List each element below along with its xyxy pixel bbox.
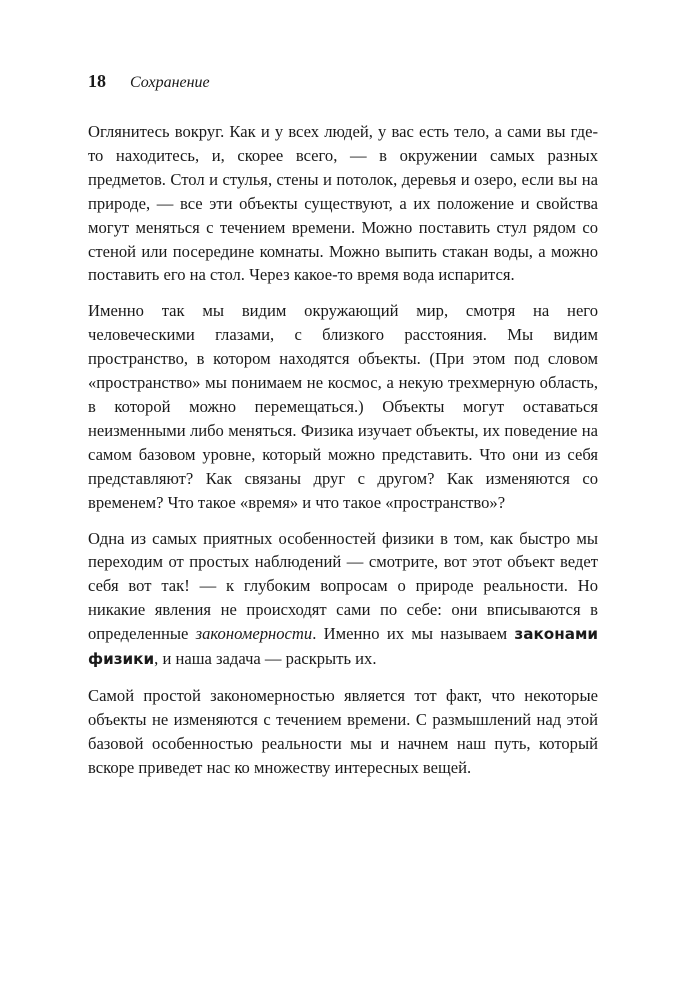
page-header <box>88 71 210 99</box>
paragraph-3-text-b: . Именно их мы называем <box>312 624 515 644</box>
paragraph-1: Оглянитесь вокруг. Как и у всех людей, у вас есть тело, а сами вы где-то находитесь, и, скорее всего, — в окружении самых разных предметов. Стол и стулья, стены и потолок, деревья и озеро, если вы на природе, — все эти объекты существуют, а их положение и свойства могут меняться с течением времени. Можно поставить стул рядом со стеной или посередине комнаты. Можно выпить стакан воды, а можно поставить его на стол. Через какое-то время вода испарится. <box>88 122 598 285</box>
page-number: 18 <box>88 71 106 91</box>
paragraph-3 <box>88 527 598 672</box>
bold-term: законами физики <box>88 625 599 669</box>
running-head: Сохранение <box>130 74 210 91</box>
body-text <box>88 120 598 780</box>
emphasis-term: закономерности <box>195 624 313 644</box>
paragraph-4: Самой простой закономерностью является тот факт, что некоторые объекты не изменяются с течением времени. С размышлений над этой базовой особенностью реальности мы и начнем наш путь, который вскоре приведет нас ко множеству интересных вещей. <box>88 685 598 777</box>
paragraph-3-text-c: , и наша задача — раскрыть их. <box>154 649 377 669</box>
paragraph-2: Именно так мы видим окружающий мир, смотря на него человеческими глазами, с близкого расстояния. Мы видим пространство, в котором находятся объекты. (При этом под словом «пространство» мы понимаем не космос, а некую трехмерную область, в которой можно перемещаться.) Объекты могут оставаться неизменными либо меняться. Физика изучает объекты, их поведение на самом базовом уровне, который можно представить. Что они из себя представляют? Как связаны друг с другом? Как изменяются со временем? Что такое «время» и что такое «пространство»? <box>88 301 598 512</box>
paragraph-3-text-a: Одна из самых приятных особенностей физики в том, как быстро мы переходим от простых наблюдений — смотрите, вот этот объект ведет себя вот так! — к глубоким вопросам о природе реальности. Но никакие явления не происходят сами по себе: они вписываются в определенные <box>88 528 598 644</box>
